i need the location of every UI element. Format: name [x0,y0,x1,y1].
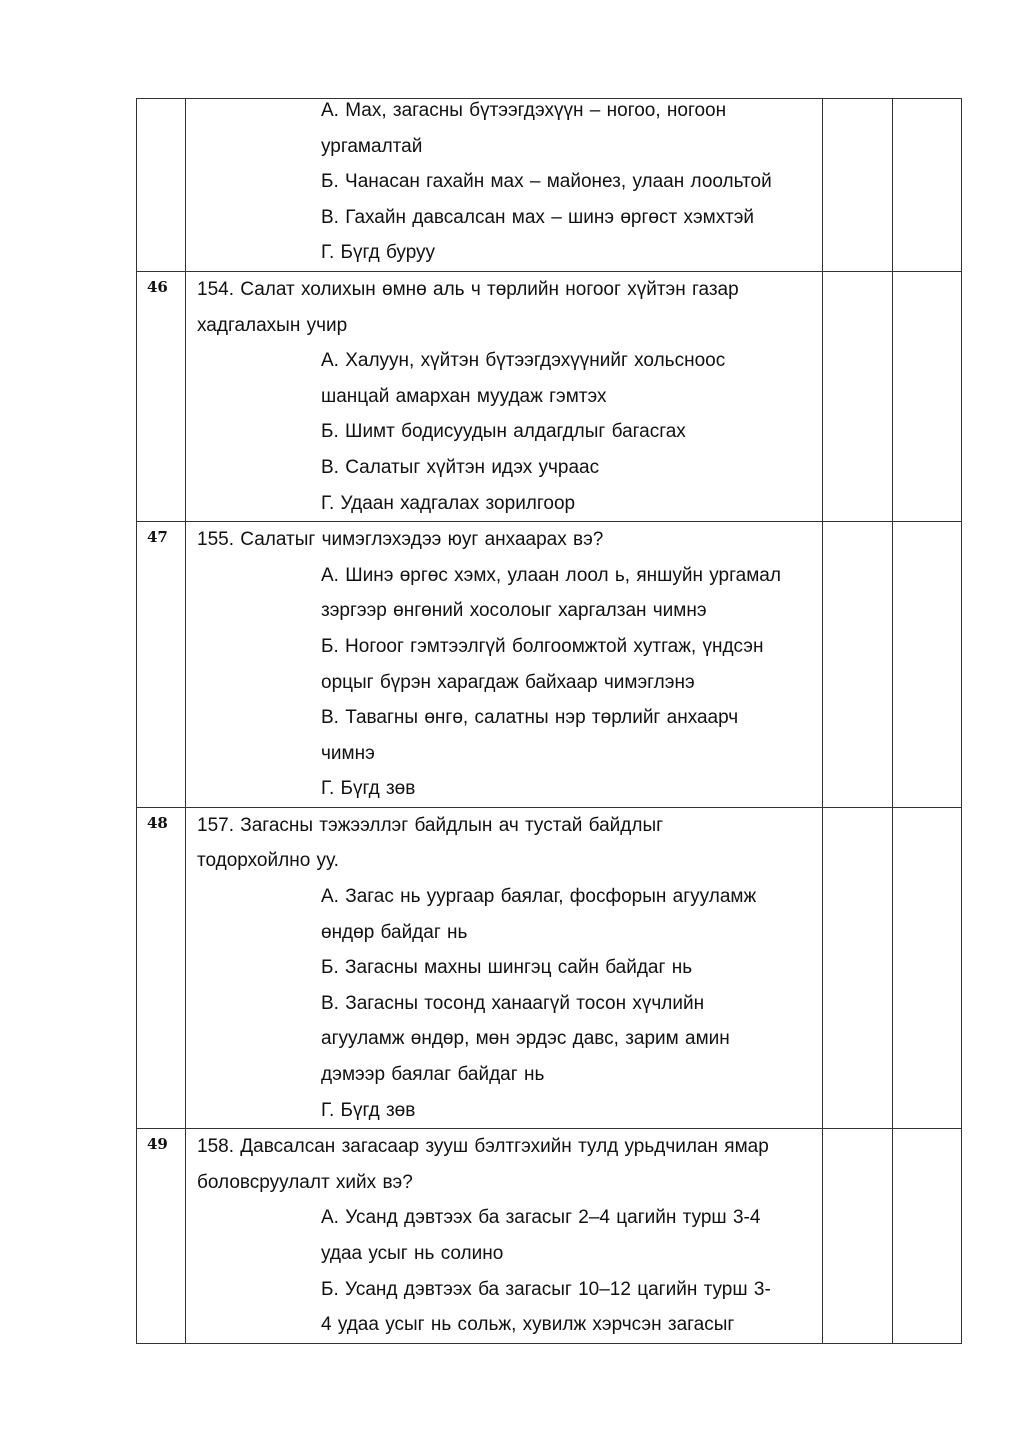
question-number-cell [137,807,186,1128]
answer-option: Б. Загасны махны шингэц сайн байдаг нь [321,957,693,979]
answer-cell-b [893,99,962,272]
question-text: боловсруулалт хийх вэ? [197,1171,413,1193]
answer-option: В. Тавагны өнгө, салатны нэр төрлийг анхаарч [321,707,739,729]
question-number-cell [137,1129,186,1344]
answer-cell-a [823,271,893,521]
answer-option: А. Загас нь уургаар баялаг, фосфорын агууламж [321,886,757,908]
answer-option: агууламж өндөр, мөн эрдэс давс, зарим амин [321,1028,730,1050]
answer-option: Г. Бүгд буруу [321,242,436,264]
question-row [137,522,962,808]
answer-cell-b [893,1129,962,1344]
answer-option: Б. Чанасан гахайн мах – майонез, улаан лоольтой [321,171,772,193]
answer-option: Б. Ногоог гэмтээлгүй болгоомжтой хутгаж, үндсэн [321,635,764,657]
answer-option: А. Мах, загасны бүтээгдэхүүн – ногоо, ногоон [321,100,727,121]
answer-option: А. Усанд дэвтээх ба загасыг 2–4 цагийн турш 3-4 [321,1207,761,1229]
question-number-cell [137,99,186,272]
answer-option: өндөр байдаг нь [321,921,468,943]
answer-cell-a [823,99,893,272]
answer-cell-b [893,807,962,1128]
answer-option: чимнэ [321,742,375,764]
question-table [136,98,962,1344]
answer-option: В. Загасны тосонд ханаагүй тосон хүчлийн [321,992,705,1014]
answer-option: Б. Усанд дэвтээх ба загасыг 10–12 цагийн турш 3- [321,1278,771,1300]
answer-cell-b [893,271,962,521]
answer-option: зэргээр өнгөний хосолоыг харгалзан чимнэ [321,600,707,622]
question-content-cell [186,1129,823,1344]
question-number: 47 [147,528,168,547]
answer-option: дэмээр баялаг байдаг нь [321,1064,545,1086]
question-number: 49 [147,1135,168,1154]
question-text: 155. Салатыг чимэглэхэдээ юуг анхаарах вэ? [197,529,604,551]
question-number [137,99,185,105]
answer-option: В. Гахайн давсалсан мах – шинэ өргөст хэмхтэй [321,206,755,228]
question-text: тодорхойлно уу. [197,850,339,872]
question-row [137,1129,962,1344]
answer-cell-a [823,807,893,1128]
answer-option: Г. Бүгд зөв [321,1099,416,1121]
question-content-cell [186,807,823,1128]
question-content-cell [186,522,823,808]
question-text: 157. Загасны тэжээллэг байдлын ач тустай байдлыг [197,814,664,836]
answer-option: А. Шинэ өргөс хэмх, улаан лоол ь, яншуйн ургамал [321,564,781,586]
answer-option: В. Салатыг хүйтэн идэх учраас [321,456,600,478]
answer-option: ургамалтай [321,135,423,157]
question-content-cell [186,271,823,521]
answer-option: Б. Шимт бодисуудын алдагдлыг багасгах [321,421,686,443]
answer-cell-b [893,522,962,808]
answer-cell-a [823,1129,893,1344]
question-table-body [137,99,962,1344]
answer-cell-a [823,522,893,808]
question-row [137,271,962,521]
question-text: хадгалахын учир [197,314,348,336]
question-number-cell [137,271,186,521]
question-text: 158. Давсалсан загасаар зууш бэлтгэхийн тулд урьдчилан ямар [197,1136,769,1158]
answer-option: А. Халуун, хүйтэн бүтээгдэхүүнийг хольсноос [321,350,726,372]
answer-option: шанцай амархан муудаж гэмтэх [321,385,607,407]
answer-option: Г. Бүгд зөв [321,778,416,800]
answer-option: удаа усыг нь солино [321,1243,504,1264]
question-text: 154. Салат холихын өмнө аль ч төрлийн ногоог хүйтэн газар [197,278,739,300]
question-row [137,807,962,1128]
question-number: 48 [147,813,168,832]
question-content-cell [186,99,823,272]
question-row [137,99,962,272]
answer-option: орцыг бүрэн харагдаж байхаар чимэглэнэ [321,671,695,693]
question-number: 46 [147,277,168,296]
answer-option: 4 удаа усыг нь сольж, хувилж хэрчсэн загасыг [321,1314,735,1336]
answer-option: Г. Удаан хадгалах зорилгоор [321,492,576,514]
question-number-cell [137,522,186,808]
